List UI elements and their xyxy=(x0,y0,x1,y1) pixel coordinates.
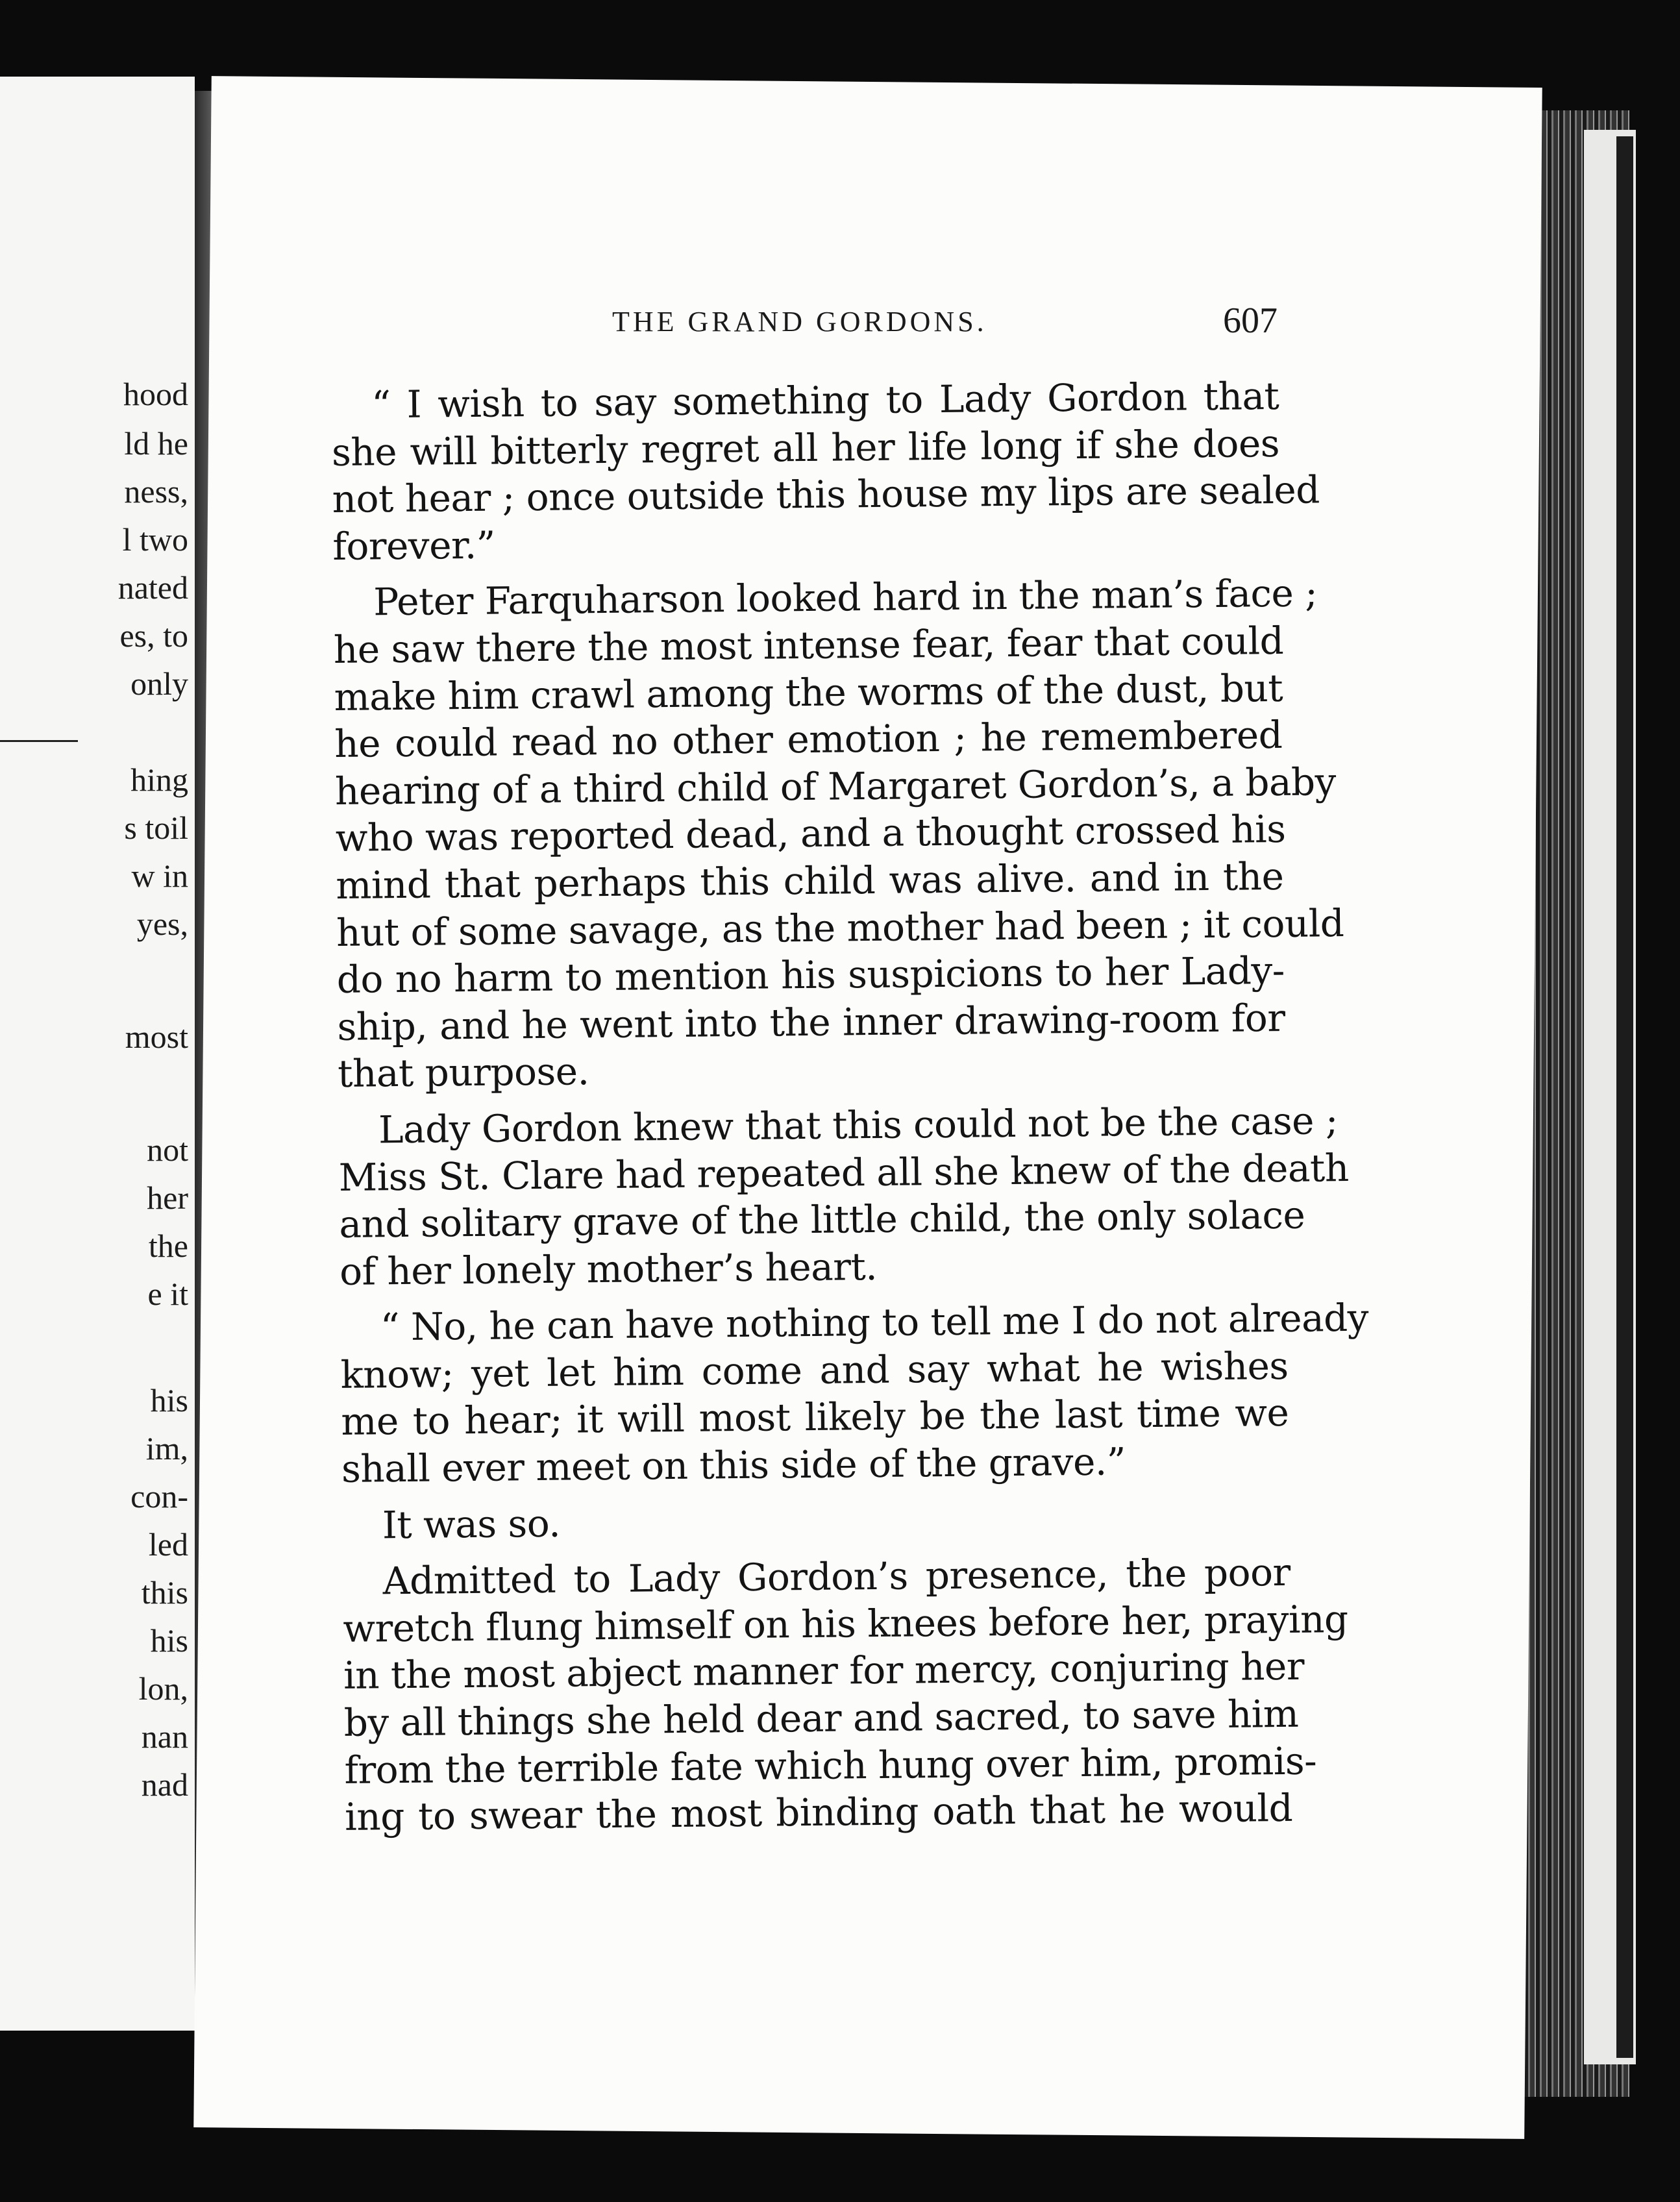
left-page-fragment: yes, xyxy=(136,906,188,942)
left-page-fragment: lon, xyxy=(138,1670,188,1707)
left-page-fragment: not xyxy=(147,1132,188,1168)
text-line: Admitted to Lady Gordon’s presence, the poor xyxy=(382,1550,1291,1603)
text-line: Lady Gordon knew that this could not be the case ; xyxy=(378,1098,1339,1152)
page-edges-dark xyxy=(1616,136,1633,2058)
text-line: not hear ; once outside this house my lips are sealed xyxy=(332,467,1320,522)
text-line: that purpose. xyxy=(337,1049,589,1096)
left-page-fragment: im, xyxy=(145,1430,188,1466)
text-line: do no harm to mention his suspicions to her Lady- xyxy=(336,948,1285,1002)
left-page-fragment: led xyxy=(148,1526,188,1563)
left-page-fragment: hood xyxy=(123,376,188,412)
text-line: ing to swear the most binding oath that he would xyxy=(344,1786,1293,1840)
left-page-rule xyxy=(0,740,78,742)
left-page-fragment: her xyxy=(147,1180,188,1216)
text-line: she will bitterly regret all her life long if she does xyxy=(331,421,1280,475)
text-line: wretch flung himself on his knees before her, praying xyxy=(343,1596,1348,1651)
left-page-fragment: hing xyxy=(130,761,188,798)
text-line: It was so. xyxy=(382,1501,561,1547)
left-page-fragment: only xyxy=(130,665,188,702)
left-page-fragment: most xyxy=(125,1019,188,1055)
text-line: in the most abject manner for mercy, conjuring her xyxy=(343,1644,1305,1698)
text-line: shall ever meet on this side of the grave.” xyxy=(341,1439,1126,1491)
text-line: make him crawl among the worms of the dust, but xyxy=(334,665,1283,719)
text-line: me to hear; it will most likely be the last time we xyxy=(341,1391,1289,1444)
facing-page-left xyxy=(0,77,195,2031)
text-line: of her lonely mother’s heart. xyxy=(339,1244,878,1294)
left-page-fragment: the xyxy=(148,1228,188,1264)
text-line: who was reported dead, and a thought crossed his xyxy=(335,807,1286,861)
text-line: he saw there the most intense fear, fear that could xyxy=(333,618,1284,672)
text-line: know; yet let him come and say what he wishes xyxy=(340,1343,1289,1397)
text-line: he could read no other emotion ; he remembered xyxy=(334,713,1283,767)
text-line: from the terrible fate which hung over him, promis- xyxy=(344,1738,1317,1792)
text-line: hut of some savage, as the mother had been ; it could xyxy=(336,900,1344,955)
left-page-fragment: ld he xyxy=(124,425,188,462)
text-line: forever.” xyxy=(332,523,496,569)
page-number: 607 xyxy=(1223,301,1278,341)
text-line: Peter Farquharson looked hard in the man’s face ; xyxy=(373,571,1318,625)
left-page-fragment: l two xyxy=(122,521,188,558)
text-line: hearing of a third child of Margaret Gordon’s, a baby xyxy=(334,759,1337,813)
text-line: ship, and he went into the inner drawing-room for xyxy=(337,995,1285,1049)
left-page-fragment: w in xyxy=(131,858,188,894)
text-line: Miss St. Clare had repeated all she knew of the death xyxy=(338,1145,1349,1200)
left-page-fragment: this xyxy=(141,1574,188,1611)
left-page-fragment: nan xyxy=(141,1718,188,1755)
body-text xyxy=(331,373,1369,1841)
left-page-fragment: nated xyxy=(117,569,188,606)
text-line: mind that perhaps this child was alive. and in the xyxy=(336,854,1284,908)
left-page-fragment: nad xyxy=(141,1766,188,1803)
left-page-fragment: ness, xyxy=(124,473,188,510)
left-page-fragment: e it xyxy=(147,1276,188,1312)
text-line: by all things she held dear and sacred, to save him xyxy=(343,1691,1299,1745)
text-line: “ I wish to say something to Lady Gordon that xyxy=(371,373,1279,427)
left-page-fragment: es, to xyxy=(119,617,188,654)
running-title: THE GRAND GORDONS. xyxy=(612,306,987,338)
left-page-fragment: s toil xyxy=(124,810,188,846)
text-line: “ No, he can have nothing to tell me I do not already xyxy=(380,1296,1369,1350)
text-line: and solitary grave of the little child, the only solace xyxy=(339,1193,1305,1247)
left-page-fragment: his xyxy=(150,1622,188,1659)
left-page-fragment: his xyxy=(150,1382,188,1418)
running-head xyxy=(408,301,1278,351)
left-page-fragment: con- xyxy=(130,1478,188,1515)
